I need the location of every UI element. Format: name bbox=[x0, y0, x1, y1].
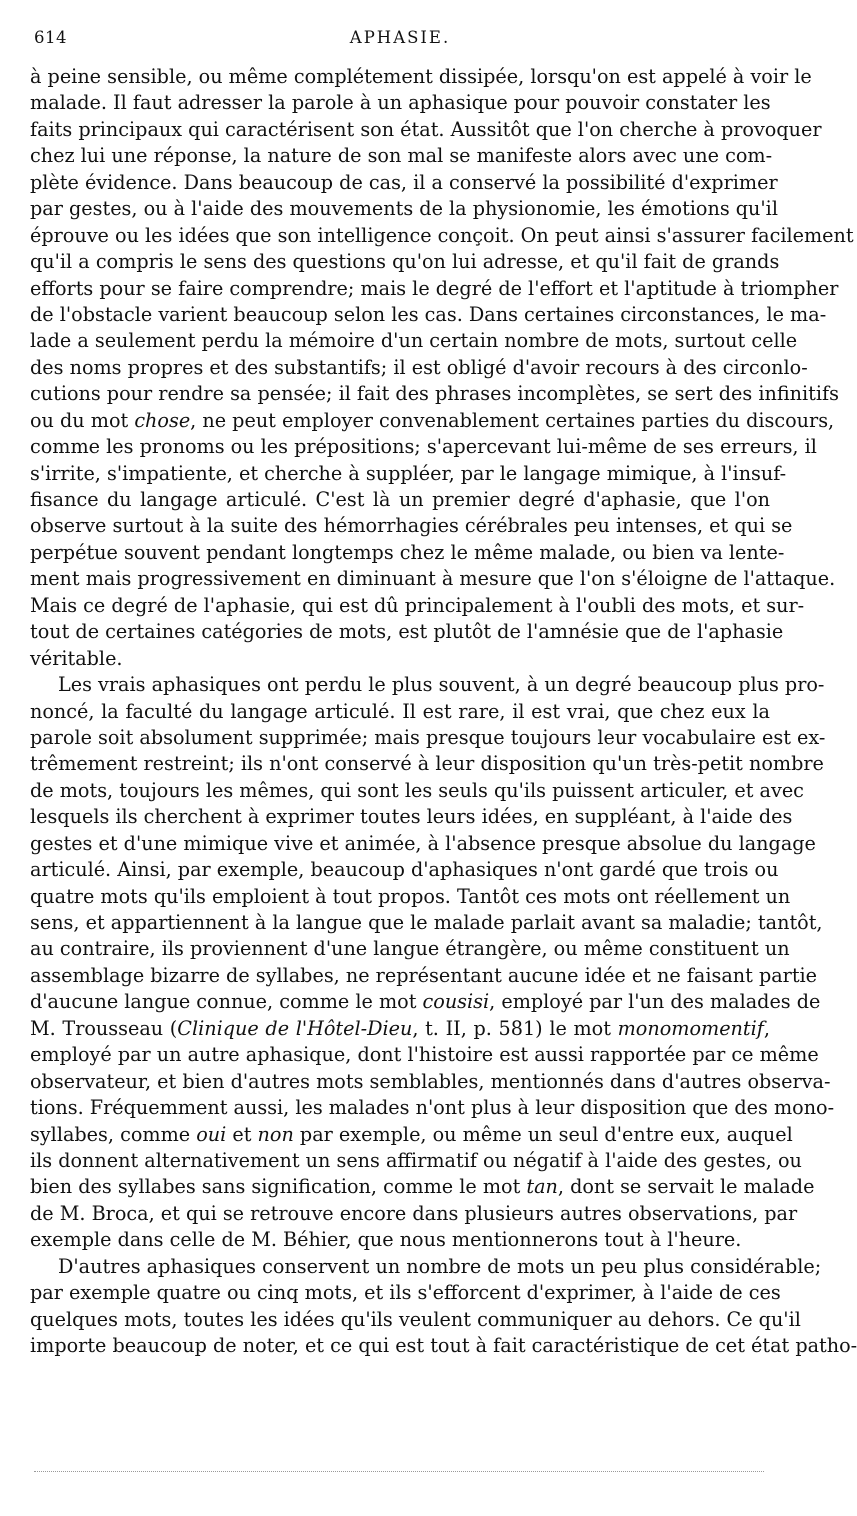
running-title: APHASIE. bbox=[349, 28, 451, 47]
text-line: de mots, toujours les mêmes, qui sont les seuls qu'ils puissent articuler, et avec bbox=[30, 778, 804, 802]
text-line: éprouve ou les idées que son intelligence conçoit. On peut ainsi s'assurer facilement bbox=[30, 223, 854, 247]
text-line: comme les pronoms ou les prépositions; s'apercevant lui-même de ses erreurs, il bbox=[30, 435, 817, 459]
text-line: Les vrais aphasiques ont perdu le plus souvent, à un degré beaucoup plus pro- bbox=[58, 673, 825, 697]
text-line: au contraire, ils proviennent d'une langue étrangère, ou même constituent un bbox=[30, 937, 790, 961]
text-line: tions. Fréquemment aussi, les malades n'ont plus à leur disposition que des mono- bbox=[30, 1096, 835, 1120]
text-line: ment mais progressivement en diminuant à mesure que l'on s'éloigne de l'attaque. bbox=[30, 567, 836, 591]
text-line: ils donnent alternativement un sens affirmatif ou négatif à l'aide des gestes, ou bbox=[30, 1148, 802, 1172]
text-line: cutions pour rendre sa pensée; il fait des phrases incomplètes, se sert des infinitifs bbox=[30, 382, 839, 406]
text-line: parole soit absolument supprimée; mais presque toujours leur vocabulaire est ex- bbox=[30, 725, 826, 749]
body-text bbox=[30, 64, 857, 1359]
text-line: qu'il a compris le sens des questions qu'on lui adresse, et qu'il fait de grands bbox=[30, 250, 780, 274]
text-line: syllabes, comme oui et non par exemple, ou même un seul d'entre eux, auquel bbox=[30, 1122, 793, 1146]
text-line: plète évidence. Dans beaucoup de cas, il a conservé la possibilité d'exprimer bbox=[30, 170, 778, 194]
text-line: des noms propres et des substantifs; il est obligé d'avoir recours à des circonlo- bbox=[30, 355, 808, 379]
text-line: noncé, la faculté du langage articulé. Il est rare, il est vrai, que chez eux la bbox=[30, 699, 770, 723]
text-line: malade. Il faut adresser la parole à un aphasique pour pouvoir constater les bbox=[30, 91, 771, 115]
text-line: de l'obstacle varient beaucoup selon les cas. Dans certaines circonstances, le ma- bbox=[30, 302, 827, 326]
italic-term: Clinique de l'Hôtel-Dieu bbox=[177, 1016, 413, 1040]
text-line: bien des syllabes sans signification, comme le mot tan, dont se servait le malade bbox=[30, 1175, 815, 1199]
text-line: par exemple quatre ou cinq mots, et ils s'efforcent d'exprimer, à l'aide de ces bbox=[30, 1281, 781, 1305]
text-line: gestes et d'une mimique vive et animée, à l'absence presque absolue du langage bbox=[30, 831, 816, 855]
text-line: sens, et appartiennent à la langue que le malade parlait avant sa maladie; tantôt, bbox=[30, 911, 823, 934]
text-line: chez lui une réponse, la nature de son mal se manifeste alors avec une com- bbox=[30, 144, 773, 168]
text-line: D'autres aphasiques conservent un nombre de mots un peu plus considérable; bbox=[58, 1254, 822, 1278]
text-line: observe surtout à la suite des hémorrhagies cérébrales peu intenses, et qui se bbox=[30, 514, 793, 538]
text-line: articulé. Ainsi, par exemple, beaucoup d'aphasiques n'ont gardé que trois ou bbox=[30, 858, 779, 882]
text-line: tout de certaines catégories de mots, est plutôt de l'amnésie que de l'aphasie bbox=[30, 620, 784, 644]
text-line: Mais ce degré de l'aphasie, qui est dû principalement à l'oubli des mots, et sur- bbox=[30, 593, 805, 617]
text-line: exemple dans celle de M. Béhier, que nous mentionnerons tout à l'heure. bbox=[30, 1228, 742, 1252]
text-line: efforts pour se faire comprendre; mais le degré de l'effort et l'aptitude à triompher bbox=[30, 276, 839, 300]
running-head bbox=[30, 28, 770, 54]
text-line: quelques mots, toutes les idées qu'ils veulent communiquer au dehors. Ce qu'il bbox=[30, 1307, 801, 1331]
text-line: à peine sensible, ou même complétement dissipée, lorsqu'on est appelé à voir le bbox=[30, 65, 812, 88]
text-line: employé par un autre aphasique, dont l'histoire est aussi rapportée par ce même bbox=[30, 1043, 819, 1067]
text-line: s'irrite, s'impatiente, et cherche à suppléer, par le langage mimique, à l'insuf- bbox=[30, 461, 787, 485]
italic-term: chose bbox=[134, 408, 191, 432]
text-line: quatre mots qu'ils emploient à tout propos. Tantôt ces mots ont réellement un bbox=[30, 884, 791, 908]
text-line: d'aucune langue connue, comme le mot cousisi, employé par l'un des malades de bbox=[30, 990, 821, 1014]
text-line: perpétue souvent pendant longtemps chez le même malade, ou bien va lente- bbox=[30, 540, 785, 564]
italic-term: cousisi bbox=[422, 990, 490, 1014]
text-line: lade a seulement perdu la mémoire d'un certain nombre de mots, surtout celle bbox=[30, 329, 798, 353]
italic-term: tan bbox=[526, 1175, 558, 1199]
text-line: importe beaucoup de noter, et ce qui est tout à fait caractéristique de cet état patho- bbox=[30, 1334, 857, 1357]
text-line: de M. Broca, et qui se retrouve encore dans plusieurs autres observations, par bbox=[30, 1201, 798, 1225]
text-line: ou du mot chose, ne peut employer convenablement certaines parties du discours, bbox=[30, 408, 835, 432]
text-line: observateur, et bien d'autres mots semblables, mentionnés dans d'autres observa- bbox=[30, 1069, 831, 1093]
text-line: par gestes, ou à l'aide des mouvements de la physionomie, les émotions qu'il bbox=[30, 197, 778, 221]
text-line: lesquels ils cherchent à exprimer toutes leurs idées, en suppléant, à l'aide des bbox=[30, 805, 793, 829]
italic-term: monomomentif bbox=[617, 1016, 764, 1040]
italic-term: oui bbox=[196, 1122, 227, 1146]
text-line: véritable. bbox=[30, 646, 123, 670]
text-line: fisance du langage articulé. C'est là un premier degré d'aphasie, que l'on bbox=[30, 488, 770, 511]
text-line: trêmement restreint; ils n'ont conservé à leur disposition qu'un très-petit nombre bbox=[30, 752, 824, 776]
text-line: M. Trousseau (Clinique de l'Hôtel-Dieu, t. II, p. 581) le mot monomomentif, bbox=[30, 1016, 770, 1040]
book-page bbox=[30, 28, 857, 1359]
text-line: assemblage bizarre de syllabes, ne représentant aucune idée et ne faisant partie bbox=[30, 963, 818, 987]
footer-dotted-rule bbox=[34, 1471, 764, 1472]
italic-term: non bbox=[257, 1122, 294, 1146]
text-line: faits principaux qui caractérisent son état. Aussitôt que l'on cherche à provoquer bbox=[30, 117, 822, 141]
page-number: 614 bbox=[34, 28, 67, 47]
